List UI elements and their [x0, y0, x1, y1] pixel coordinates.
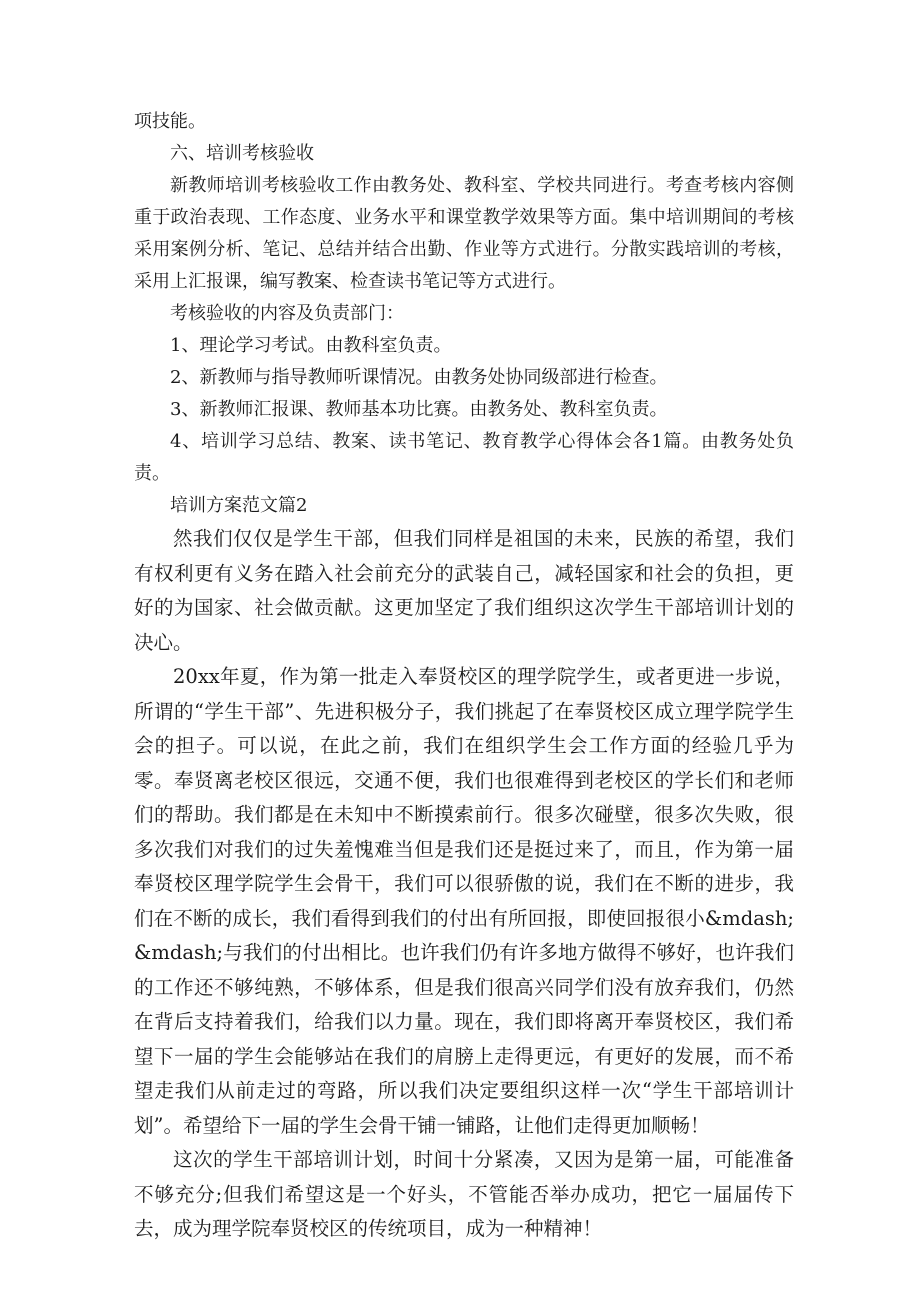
assessment-paragraph: 新教师培训考核验收工作由教务处、教科室、学校共同进行。考查考核内容侧重于政治表现、工作态度、业务水平和课堂教学效果等方面。集中培训期间的考核采用案例分析、笔记、总结并结合出勤、作业等方式进行。分散实践培训的考核，采用上汇报课，编写教案、检查读书笔记等方式进行。 [134, 175, 794, 292]
history-paragraph: 20xx年夏，作为第一批走入奉贤校区的理学院学生，或者更进一步说，所谓的“学生干部”、先进积极分子，我们挑起了在奉贤校区成立理学院学生会的担子。可以说，在此之前，我们在组织学生会工作方面的经验几乎为零。奉贤离老校区很远，交通不便，我们也很难得到老校区的学长们和老师们的帮助。我们都是在未知中不断摸索前行。很多次碰壁，很多次失败，很多次我们对我们的过失羞愧难当但是我们还是挺过来了，而且，作为第一届奉贤校区理学院学生会骨干，我们可以很骄傲的说，我们在不断的进步，我们在不断的成长，我们看得到我们的付出有所回报，即使回报很小&mdash;&mdash;与我们的付出相比。也许我们仍有许多地方做得不够好，也许我们的工作还不够纯熟，不够体系，但是我们很高兴同学们没有放弃我们，仍然在背后支持着我们，给我们以力量。现在，我们即将离开奉贤校区，我们希望下一届的学生会能够站在我们的肩膀上走得更远，有更好的发展，而不希望走我们从前走过的弯路，所以我们决定要组织这样一次“学生干部培训计划”。希望给下一届的学生会骨干铺一铺路，让他们走得更加顺畅！ [134, 665, 794, 1137]
assessment-content-intro: 考核验收的内容及负责部门： [170, 303, 404, 324]
assessment-item-4: 4、培训学习总结、教案、读书笔记、教育教学心得体会各1篇。由教务处负责。 [134, 431, 794, 484]
continuation-text: 项技能。 [134, 111, 206, 132]
intro-paragraph: 然我们仅仅是学生干部，但我们同样是祖国的未来，民族的希望，我们有权利更有义务在踏入社会前充分的武装自己，减轻国家和社会的负担，更好的为国家、社会做贡献。这更加坚定了我们组织这次学生干部培训计划的决心。 [134, 527, 794, 654]
assessment-item-1: 1、理论学习考试。由教科室负责。 [170, 335, 452, 356]
article-heading-2: 培训方案范文篇2 [170, 495, 308, 516]
document-page [134, 106, 794, 1247]
assessment-item-2: 2、新教师与指导教师听课情况。由教务处协同级部进行检查。 [170, 367, 668, 388]
assessment-item-3: 3、新教师汇报课、教师基本功比赛。由教务处、教科室负责。 [170, 399, 668, 420]
section-heading-assessment: 六、培训考核验收 [170, 143, 314, 164]
closing-paragraph: 这次的学生干部培训计划，时间十分紧凑，又因为是第一届，可能准备不够充分;但我们希望这是一个好头，不管能否举办成功，把它一届届传下去，成为理学院奉贤校区的传统项目，成为一种精神！ [134, 1148, 794, 1240]
